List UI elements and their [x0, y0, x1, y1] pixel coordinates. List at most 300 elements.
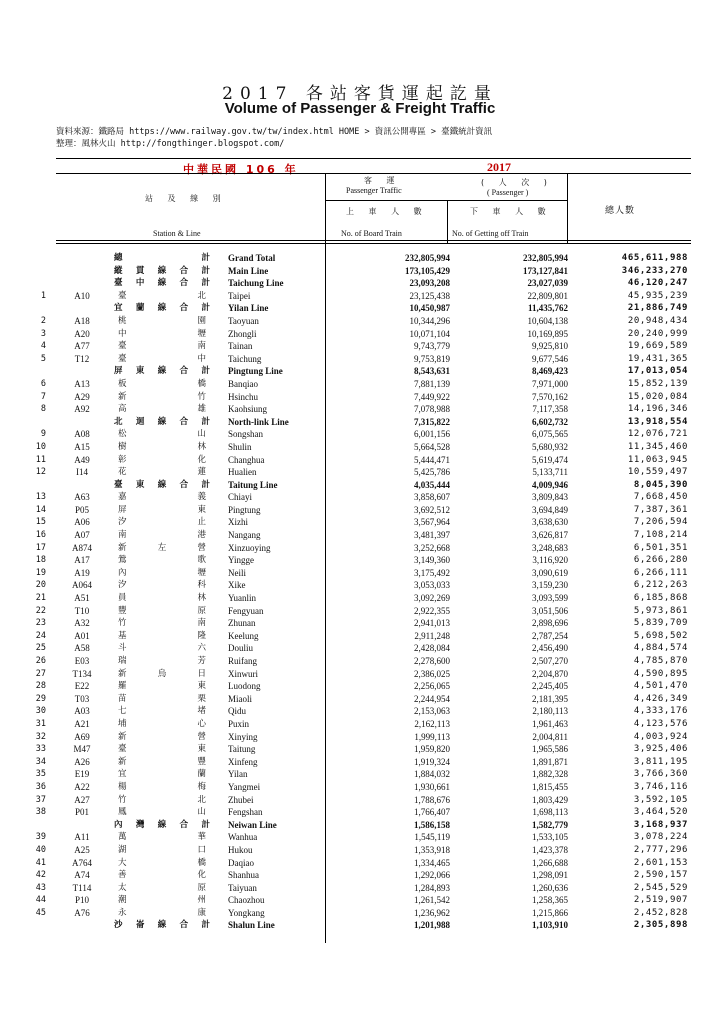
station-name-en: Pingtung — [228, 504, 261, 515]
board-count: 1,930,661 — [414, 781, 450, 792]
row-number: 31 — [35, 718, 46, 729]
station-name-zh: 斗 六 — [118, 643, 206, 654]
table-row — [0, 328, 720, 341]
header-off-zh: 下 車 人 數 — [470, 207, 552, 216]
table-row — [0, 680, 720, 693]
station-name-zh: 竹 南 — [118, 618, 206, 629]
row-number: 16 — [35, 530, 46, 541]
total-count: 6,266,111 — [633, 567, 688, 578]
board-count: 3,858,607 — [414, 492, 450, 503]
station-code: A08 — [74, 429, 90, 440]
board-count: 2,386,025 — [414, 668, 450, 679]
station-name-zh: 屏 東 — [118, 504, 206, 515]
table-row — [0, 454, 720, 467]
total-count: 4,333,176 — [633, 706, 688, 717]
board-count: 9,753,819 — [414, 353, 450, 364]
row-number: 4 — [40, 341, 46, 352]
off-count: 1,961,463 — [532, 718, 568, 729]
station-code: A27 — [74, 794, 90, 805]
station-code: A064 — [72, 580, 92, 591]
board-count: 1,788,676 — [414, 794, 450, 805]
board-count: 2,162,113 — [414, 718, 450, 729]
station-name-zh: 花 蓮 — [118, 467, 206, 478]
station-name-en: Pingtung Line — [228, 366, 283, 377]
station-code: A25 — [74, 844, 90, 855]
total-count: 3,464,520 — [633, 807, 688, 818]
station-name-en: Qidu — [228, 706, 246, 717]
board-count: 232,805,994 — [405, 253, 450, 263]
station-name-zh: 萬 華 — [118, 832, 206, 843]
off-count: 1,698,113 — [532, 807, 568, 818]
station-name-zh: 宜 蘭 線 合 計 — [114, 303, 210, 314]
header-passenger-en: Passenger Traffic — [346, 186, 402, 195]
header-board-en: No. of Board Train — [341, 229, 402, 238]
station-code: P01 — [74, 807, 89, 818]
table-row — [0, 655, 720, 668]
header-unit-zh: ( 人 次 ) — [481, 178, 553, 187]
line-total-row — [0, 479, 720, 492]
station-name-zh: 苗 栗 — [118, 693, 206, 704]
header-board-zh: 上 車 人 數 — [346, 207, 428, 216]
board-count: 5,444,471 — [414, 454, 450, 465]
row-number: 39 — [35, 832, 46, 843]
station-name-en: Chaozhou — [228, 895, 265, 906]
off-count: 2,507,270 — [532, 656, 568, 666]
off-count: 10,169,895 — [527, 328, 568, 339]
table-row — [0, 592, 720, 605]
station-name-zh: 湖 口 — [118, 844, 206, 855]
total-count: 346,233,270 — [621, 265, 688, 276]
board-count: 3,149,360 — [414, 555, 450, 566]
station-name-en: Yingge — [228, 555, 254, 566]
station-name-zh: 潮 州 — [118, 895, 206, 906]
table-row — [0, 731, 720, 744]
station-name-zh: 彰 化 — [118, 454, 206, 465]
station-code: E03 — [74, 656, 90, 666]
board-count: 1,586,158 — [414, 819, 450, 830]
total-count: 5,839,709 — [633, 618, 688, 629]
station-code: A764 — [72, 857, 92, 868]
station-name-en: Zhongli — [228, 328, 257, 339]
table-row — [0, 831, 720, 844]
station-code: A29 — [74, 391, 90, 402]
table-row — [0, 554, 720, 567]
board-count: 10,450,987 — [409, 303, 450, 314]
table-row — [0, 642, 720, 655]
board-count: 7,881,139 — [414, 378, 450, 389]
total-count: 8,045,390 — [633, 479, 688, 490]
table-row — [0, 781, 720, 794]
board-count: 3,252,668 — [414, 542, 450, 553]
station-name-en: Shalun Line — [228, 920, 275, 931]
table-row — [0, 542, 720, 555]
row-number: 20 — [35, 580, 46, 591]
row-number: 17 — [35, 542, 46, 553]
row-number: 27 — [35, 668, 46, 679]
header-rule — [56, 173, 691, 174]
station-name-zh: 臺 中 線 合 計 — [114, 278, 210, 289]
total-count: 6,212,263 — [633, 580, 688, 591]
total-count: 6,185,868 — [633, 593, 688, 604]
table-row — [0, 630, 720, 643]
total-count: 12,076,721 — [627, 429, 688, 440]
station-name-en: Neiwan Line — [228, 819, 277, 830]
table-row — [0, 529, 720, 542]
station-name-en: Grand Total — [228, 253, 276, 263]
row-number: 19 — [35, 567, 46, 578]
header-total-zh: 總人數 — [605, 206, 636, 216]
station-name-zh: 大 橋 — [118, 857, 206, 868]
line-total-row — [0, 265, 720, 278]
station-name-en: Kaohsiung — [228, 404, 267, 415]
off-count: 2,787,254 — [532, 630, 568, 641]
station-code: T12 — [74, 353, 90, 364]
table-row — [0, 403, 720, 416]
page-title-zh: 2017 各站客貨運起訖量 — [222, 84, 498, 104]
board-count: 2,244,954 — [414, 693, 450, 704]
station-name-zh: 新 營 — [118, 731, 206, 742]
off-count: 7,971,000 — [532, 378, 568, 389]
station-name-zh: 松 山 — [118, 429, 206, 440]
row-number: 36 — [35, 781, 46, 792]
off-count: 3,626,817 — [532, 530, 568, 541]
header-station-zh: 站 及 線 別 — [145, 194, 227, 203]
station-code: A32 — [74, 618, 90, 629]
board-count: 1,292,066 — [414, 870, 450, 881]
total-count: 3,925,406 — [633, 744, 688, 755]
off-count: 2,204,870 — [532, 668, 568, 679]
table-row — [0, 705, 720, 718]
station-name-zh: 瑞 芳 — [118, 656, 206, 666]
station-name-zh: 桃 園 — [118, 315, 206, 326]
station-code: A77 — [74, 341, 90, 352]
table-row — [0, 290, 720, 303]
station-code: A58 — [74, 643, 90, 654]
total-count: 14,196,346 — [627, 404, 688, 415]
off-count: 1,423,378 — [532, 844, 568, 855]
station-name-zh: 竹 北 — [118, 794, 206, 805]
row-number: 21 — [35, 593, 46, 604]
station-name-zh: 新 豐 — [118, 756, 206, 767]
station-code: A13 — [74, 378, 90, 389]
station-name-zh: 楊 梅 — [118, 781, 206, 792]
station-code: T134 — [72, 668, 92, 679]
total-count: 3,168,937 — [633, 819, 688, 830]
station-name-zh: 屏 東 線 合 計 — [114, 366, 210, 377]
line-total-row — [0, 252, 720, 265]
table-row — [0, 516, 720, 529]
board-count: 10,071,104 — [409, 328, 450, 339]
off-count: 9,677,546 — [532, 353, 568, 364]
row-number: 5 — [40, 353, 46, 364]
col-divider-2 — [447, 200, 448, 243]
col-divider-3 — [567, 173, 568, 243]
station-code: T114 — [72, 882, 92, 893]
row-number: 11 — [35, 454, 46, 465]
off-count: 6,075,565 — [532, 429, 568, 440]
station-name-en: Wanhua — [228, 832, 258, 843]
station-name-en: Hsinchu — [228, 391, 258, 402]
year-zh: 中華民國 106 年 — [183, 163, 299, 176]
board-count: 3,692,512 — [414, 504, 450, 515]
total-count: 7,668,450 — [633, 492, 688, 503]
off-count: 3,116,920 — [532, 555, 568, 566]
board-count: 7,449,922 — [414, 391, 450, 402]
line-total-row — [0, 819, 720, 832]
data-table — [0, 252, 720, 932]
row-number: 34 — [35, 756, 46, 767]
row-number: 23 — [35, 618, 46, 629]
board-count: 8,543,631 — [414, 366, 450, 377]
off-count: 3,051,506 — [532, 605, 568, 616]
station-code: P05 — [74, 504, 89, 515]
station-name-en: Taichung Line — [228, 278, 284, 289]
total-count: 46,120,247 — [627, 278, 688, 289]
station-code: T10 — [74, 605, 90, 616]
station-name-zh: 高 雄 — [118, 404, 206, 415]
total-count: 15,020,084 — [627, 391, 688, 402]
total-count: 19,669,589 — [627, 341, 688, 352]
station-code: A20 — [74, 328, 90, 339]
row-number: 9 — [40, 429, 46, 440]
line-total-row — [0, 416, 720, 429]
total-count: 4,590,895 — [633, 668, 688, 679]
station-name-zh: 內 灣 線 合 計 — [114, 819, 210, 830]
row-number: 29 — [35, 693, 46, 704]
total-count: 2,305,898 — [633, 920, 688, 931]
board-count: 5,664,528 — [414, 441, 450, 452]
off-count: 5,133,711 — [532, 467, 568, 478]
station-name-zh: 臺 北 — [118, 290, 206, 301]
source-line: 資料來源：鐵路局 https://www.railway.gov.tw/tw/index.html HOME > 資訊公開專區 > 臺鐵統計資訊 — [56, 127, 493, 137]
board-count: 3,175,492 — [414, 567, 450, 578]
station-name-en: Hukou — [228, 844, 253, 855]
off-count: 5,619,474 — [532, 454, 568, 465]
station-name-en: Xike — [228, 580, 246, 591]
station-code: A17 — [74, 555, 90, 566]
board-count: 3,053,033 — [414, 580, 450, 591]
board-count: 23,093,208 — [409, 278, 450, 289]
station-name-en: Zhunan — [228, 618, 256, 629]
source-block — [56, 126, 492, 150]
station-name-zh: 基 隆 — [118, 630, 206, 641]
page-title-en: Volume of Passenger & Freight Traffic — [224, 100, 496, 117]
station-name-en: Luodong — [228, 681, 261, 692]
station-code: A07 — [74, 530, 90, 541]
row-number: 18 — [35, 555, 46, 566]
table-row — [0, 353, 720, 366]
board-count: 23,125,438 — [409, 290, 450, 301]
station-name-en: Yangmei — [228, 781, 261, 792]
board-count: 2,278,600 — [414, 656, 450, 666]
station-name-zh: 永 康 — [118, 907, 206, 918]
station-code: A22 — [74, 781, 90, 792]
off-count: 1,266,688 — [532, 857, 568, 868]
station-name-en: Shulin — [228, 441, 252, 452]
total-count: 7,206,594 — [633, 517, 688, 528]
row-number: 40 — [35, 844, 46, 855]
row-number: 3 — [40, 328, 46, 339]
table-row — [0, 391, 720, 404]
board-count: 1,284,893 — [414, 882, 450, 893]
total-count: 3,811,195 — [633, 756, 688, 767]
board-count: 1,999,113 — [414, 731, 450, 742]
board-count: 2,153,063 — [414, 706, 450, 717]
row-number: 35 — [35, 769, 46, 780]
table-row — [0, 605, 720, 618]
total-count: 3,592,105 — [633, 794, 688, 805]
board-count: 3,567,964 — [414, 517, 450, 528]
total-count: 3,078,224 — [633, 832, 688, 843]
station-name-en: Fengyuan — [228, 605, 264, 616]
station-code: A10 — [74, 290, 90, 301]
station-name-zh: 北 迴 線 合 計 — [114, 416, 210, 427]
off-count: 7,117,358 — [532, 404, 568, 415]
station-name-zh: 板 橋 — [118, 378, 206, 389]
total-count: 17,013,054 — [627, 366, 688, 377]
station-name-en: Taitung — [228, 744, 256, 755]
table-row — [0, 491, 720, 504]
station-name-en: Songshan — [228, 429, 264, 440]
board-count: 2,911,248 — [414, 630, 450, 641]
off-count: 2,004,811 — [532, 731, 568, 742]
row-number: 44 — [35, 895, 46, 906]
table-row — [0, 466, 720, 479]
total-count: 4,426,349 — [633, 693, 688, 704]
station-code: A76 — [74, 907, 90, 918]
row-number: 14 — [35, 504, 46, 515]
header-passenger-zh: 客 運 — [364, 176, 401, 185]
station-code: A11 — [74, 832, 90, 843]
station-name-en: Main Line — [228, 265, 269, 276]
total-count: 4,884,574 — [633, 643, 688, 654]
row-number: 45 — [35, 907, 46, 918]
total-count: 11,063,945 — [627, 454, 688, 465]
board-count: 6,001,156 — [414, 429, 450, 440]
row-number: 6 — [40, 378, 46, 389]
board-count: 10,344,296 — [409, 315, 450, 326]
station-code: A874 — [72, 542, 92, 553]
total-count: 3,746,116 — [633, 781, 688, 792]
off-count: 7,570,162 — [532, 391, 568, 402]
total-count: 4,501,470 — [633, 681, 688, 692]
station-name-zh: 臺 東 線 合 計 — [114, 479, 210, 490]
total-count: 2,601,153 — [633, 857, 688, 868]
station-name-zh: 臺 南 — [118, 341, 206, 352]
total-count: 15,852,139 — [627, 378, 688, 389]
off-count: 2,898,696 — [532, 618, 568, 629]
station-code: A63 — [74, 492, 90, 503]
board-count: 1,919,324 — [414, 756, 450, 767]
station-name-en: Nangang — [228, 530, 261, 541]
station-name-zh: 汐 止 — [118, 517, 206, 528]
station-name-zh: 樹 林 — [118, 441, 206, 452]
board-count: 3,092,269 — [414, 593, 450, 604]
row-number: 42 — [35, 870, 46, 881]
off-count: 1,965,586 — [532, 744, 568, 755]
off-count: 1,298,091 — [532, 870, 568, 881]
row-number: 26 — [35, 656, 46, 666]
year-number: 2017 — [487, 160, 511, 174]
station-name-zh: 鳳 山 — [118, 807, 206, 818]
row-number: 33 — [35, 744, 46, 755]
station-name-zh: 宜 蘭 — [118, 769, 206, 780]
board-count: 1,334,465 — [414, 857, 450, 868]
off-count: 3,090,619 — [532, 567, 568, 578]
table-row — [0, 806, 720, 819]
row-number: 25 — [35, 643, 46, 654]
table-row — [0, 579, 720, 592]
total-count: 7,108,214 — [633, 530, 688, 541]
station-name-zh: 新 左 營 — [118, 542, 206, 553]
total-count: 4,123,576 — [633, 718, 688, 729]
total-count: 45,935,239 — [627, 290, 688, 301]
station-name-zh: 豐 原 — [118, 605, 206, 616]
off-count: 1,215,866 — [532, 907, 568, 918]
row-number: 32 — [35, 731, 46, 742]
station-name-en: Taipei — [228, 290, 251, 301]
row-number: 24 — [35, 630, 46, 641]
station-name-en: Xizhi — [228, 517, 248, 528]
off-count: 9,925,810 — [532, 341, 568, 352]
line-total-row — [0, 302, 720, 315]
board-count: 2,922,355 — [414, 605, 450, 616]
station-name-zh: 鶯 歌 — [118, 555, 206, 566]
row-number: 15 — [35, 517, 46, 528]
station-name-en: Neili — [228, 567, 246, 578]
board-count: 3,481,397 — [414, 530, 450, 541]
station-code: A49 — [74, 454, 90, 465]
station-name-zh: 嘉 義 — [118, 492, 206, 503]
station-code: P10 — [74, 895, 89, 906]
station-name-en: Tainan — [228, 341, 253, 352]
total-count: 6,266,280 — [633, 555, 688, 566]
station-name-en: Fengshan — [228, 807, 263, 818]
board-count: 5,425,786 — [414, 467, 450, 478]
table-row — [0, 857, 720, 870]
station-name-zh: 員 林 — [118, 593, 206, 604]
line-total-row — [0, 277, 720, 290]
station-name-en: Xinwuri — [228, 668, 258, 679]
total-count: 2,777,296 — [633, 844, 688, 855]
station-name-en: Xinfeng — [228, 756, 258, 767]
top-rule — [56, 158, 691, 159]
off-count: 4,009,946 — [532, 479, 568, 490]
total-count: 13,918,554 — [627, 416, 688, 427]
station-code: E22 — [74, 681, 90, 692]
table-row — [0, 794, 720, 807]
off-count: 8,469,423 — [532, 366, 568, 377]
board-count: 173,105,429 — [405, 265, 450, 276]
station-name-en: Yilan — [228, 769, 248, 780]
table-row — [0, 743, 720, 756]
off-count: 2,456,490 — [532, 643, 568, 654]
line-total-row — [0, 919, 720, 932]
row-number: 12 — [35, 467, 46, 478]
table-row — [0, 869, 720, 882]
station-name-en: Douliu — [228, 643, 254, 654]
station-name-en: Banqiao — [228, 378, 258, 389]
station-name-en: Taiyuan — [228, 882, 257, 893]
station-name-en: Yongkang — [228, 907, 265, 918]
off-count: 11,435,762 — [527, 303, 568, 314]
station-name-zh: 中 壢 — [118, 328, 206, 339]
table-row — [0, 894, 720, 907]
header-bottom-rule — [56, 240, 691, 241]
off-count: 3,159,230 — [532, 580, 568, 591]
station-code: A26 — [74, 756, 90, 767]
station-code: A69 — [74, 731, 90, 742]
